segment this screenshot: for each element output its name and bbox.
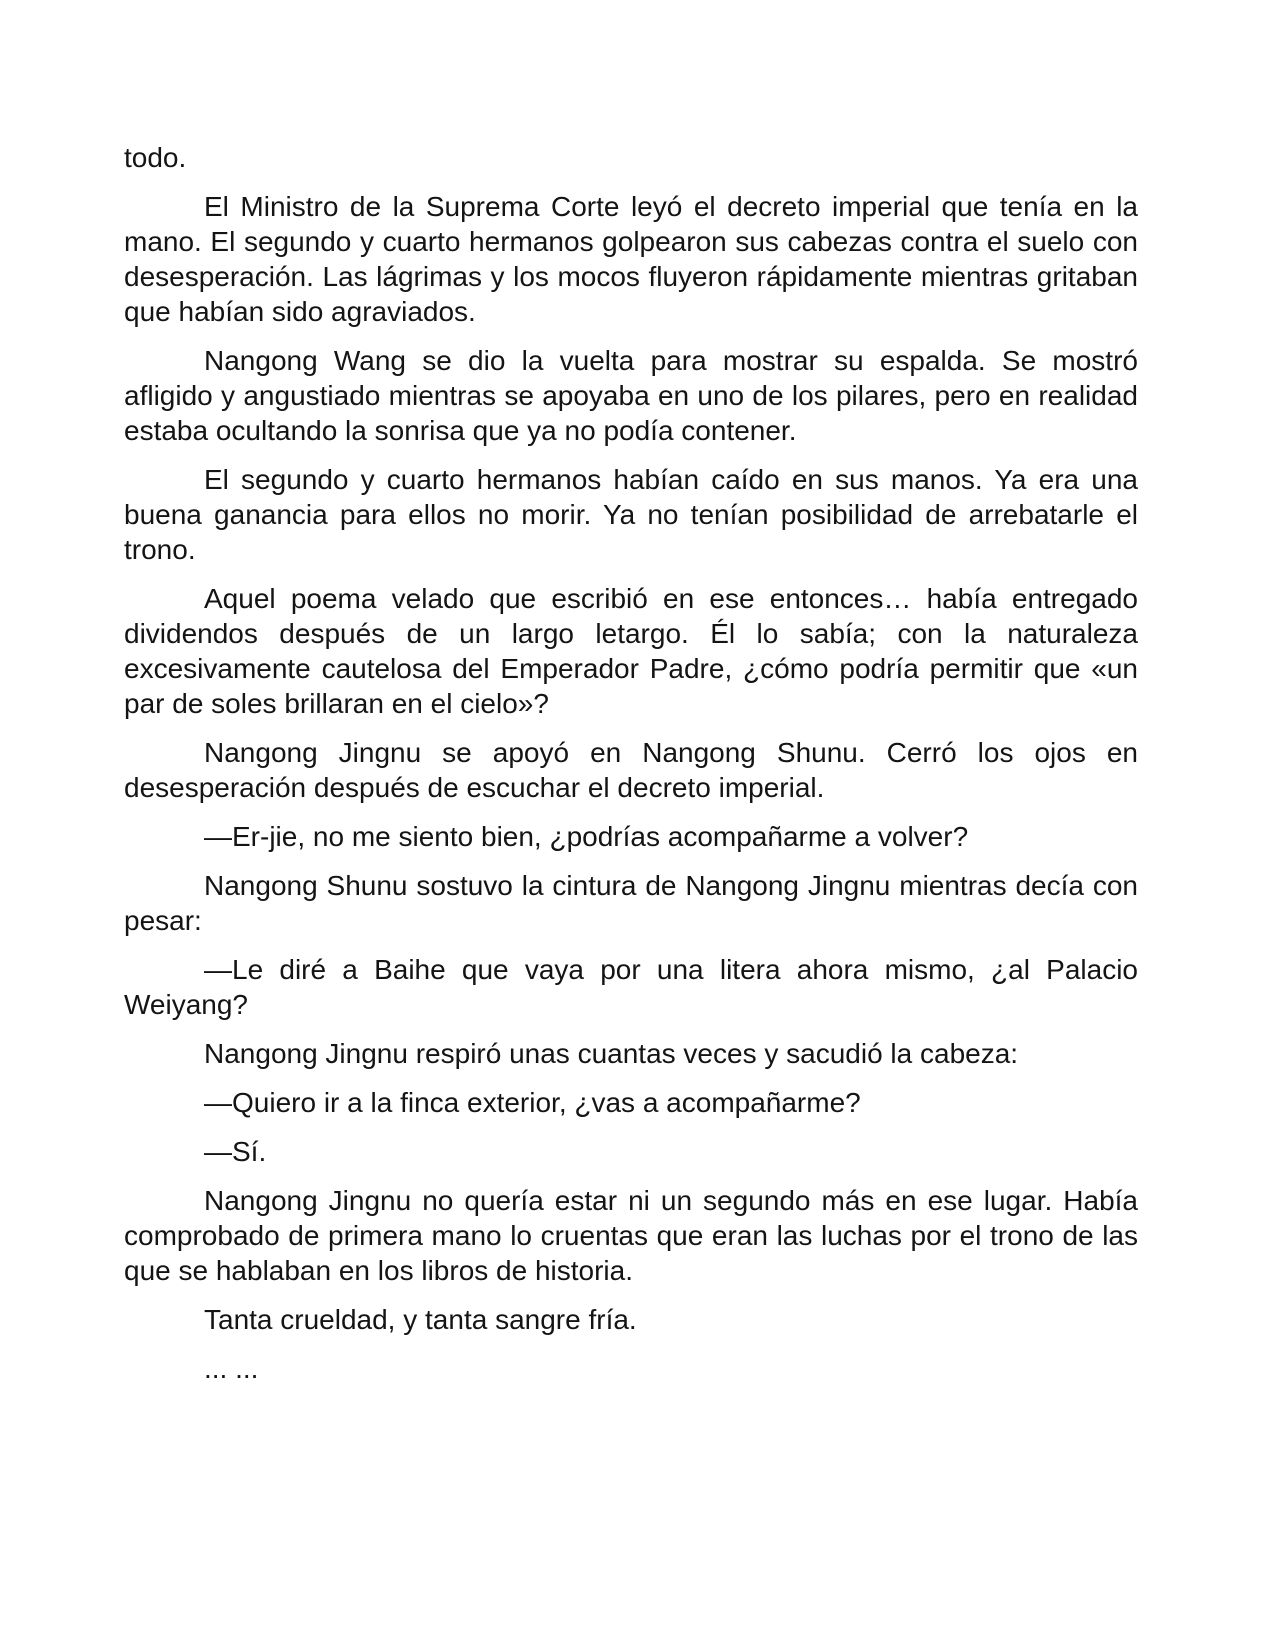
paragraph-15: ... ...: [204, 1353, 259, 1384]
paragraph-9: —Le diré a Baihe que vaya por una litera ahora mismo, ¿al Palacio Weiyang?: [124, 954, 1138, 1020]
paragraph-5: Aquel poema velado que escribió en ese entonces… había entregado dividendos después de un largo letargo. Él lo sabía; con la naturaleza excesivamente cautelosa del Emperador Padre, ¿cómo podría permitir que «un par de soles brillaran en el cielo»?: [124, 583, 1138, 719]
paragraph-2: El Ministro de la Suprema Corte leyó el decreto imperial que tenía en la mano. El segundo y cuarto hermanos golpearon sus cabezas contra el suelo con desesperación. Las lágrimas y los mocos fluyeron rápidamente mientras gritaban que habían sido agraviados.: [124, 191, 1138, 327]
paragraph-4: El segundo y cuarto hermanos habían caído en sus manos. Ya era una buena ganancia para ellos no morir. Ya no tenían posibilidad de arrebatarle el trono.: [124, 464, 1138, 565]
paragraph-7: —Er-jie, no me siento bien, ¿podrías acompañarme a volver?: [204, 821, 969, 852]
paragraph-6: Nangong Jingnu se apoyó en Nangong Shunu. Cerró los ojos en desesperación después de escuchar el decreto imperial.: [124, 737, 1138, 803]
paragraph-8: Nangong Shunu sostuvo la cintura de Nangong Jingnu mientras decía con pesar:: [124, 870, 1138, 936]
document-page: [124, 140, 1138, 1400]
paragraph-13: Nangong Jingnu no quería estar ni un segundo más en ese lugar. Había comprobado de primera mano lo cruentas que eran las luchas por el trono de las que se hablaban en los libros de historia.: [124, 1185, 1138, 1286]
paragraph-11: —Quiero ir a la finca exterior, ¿vas a acompañarme?: [204, 1087, 861, 1118]
paragraph-10: Nangong Jingnu respiró unas cuantas veces y sacudió la cabeza:: [204, 1038, 1019, 1069]
paragraph-14: Tanta crueldad, y tanta sangre fría.: [204, 1304, 637, 1335]
paragraph-3: Nangong Wang se dio la vuelta para mostrar su espalda. Se mostró afligido y angustiado mientras se apoyaba en uno de los pilares, pero en realidad estaba ocultando la sonrisa que ya no podía contener.: [124, 345, 1138, 446]
paragraph-1: todo.: [124, 142, 187, 173]
paragraph-12: —Sí.: [204, 1136, 267, 1167]
